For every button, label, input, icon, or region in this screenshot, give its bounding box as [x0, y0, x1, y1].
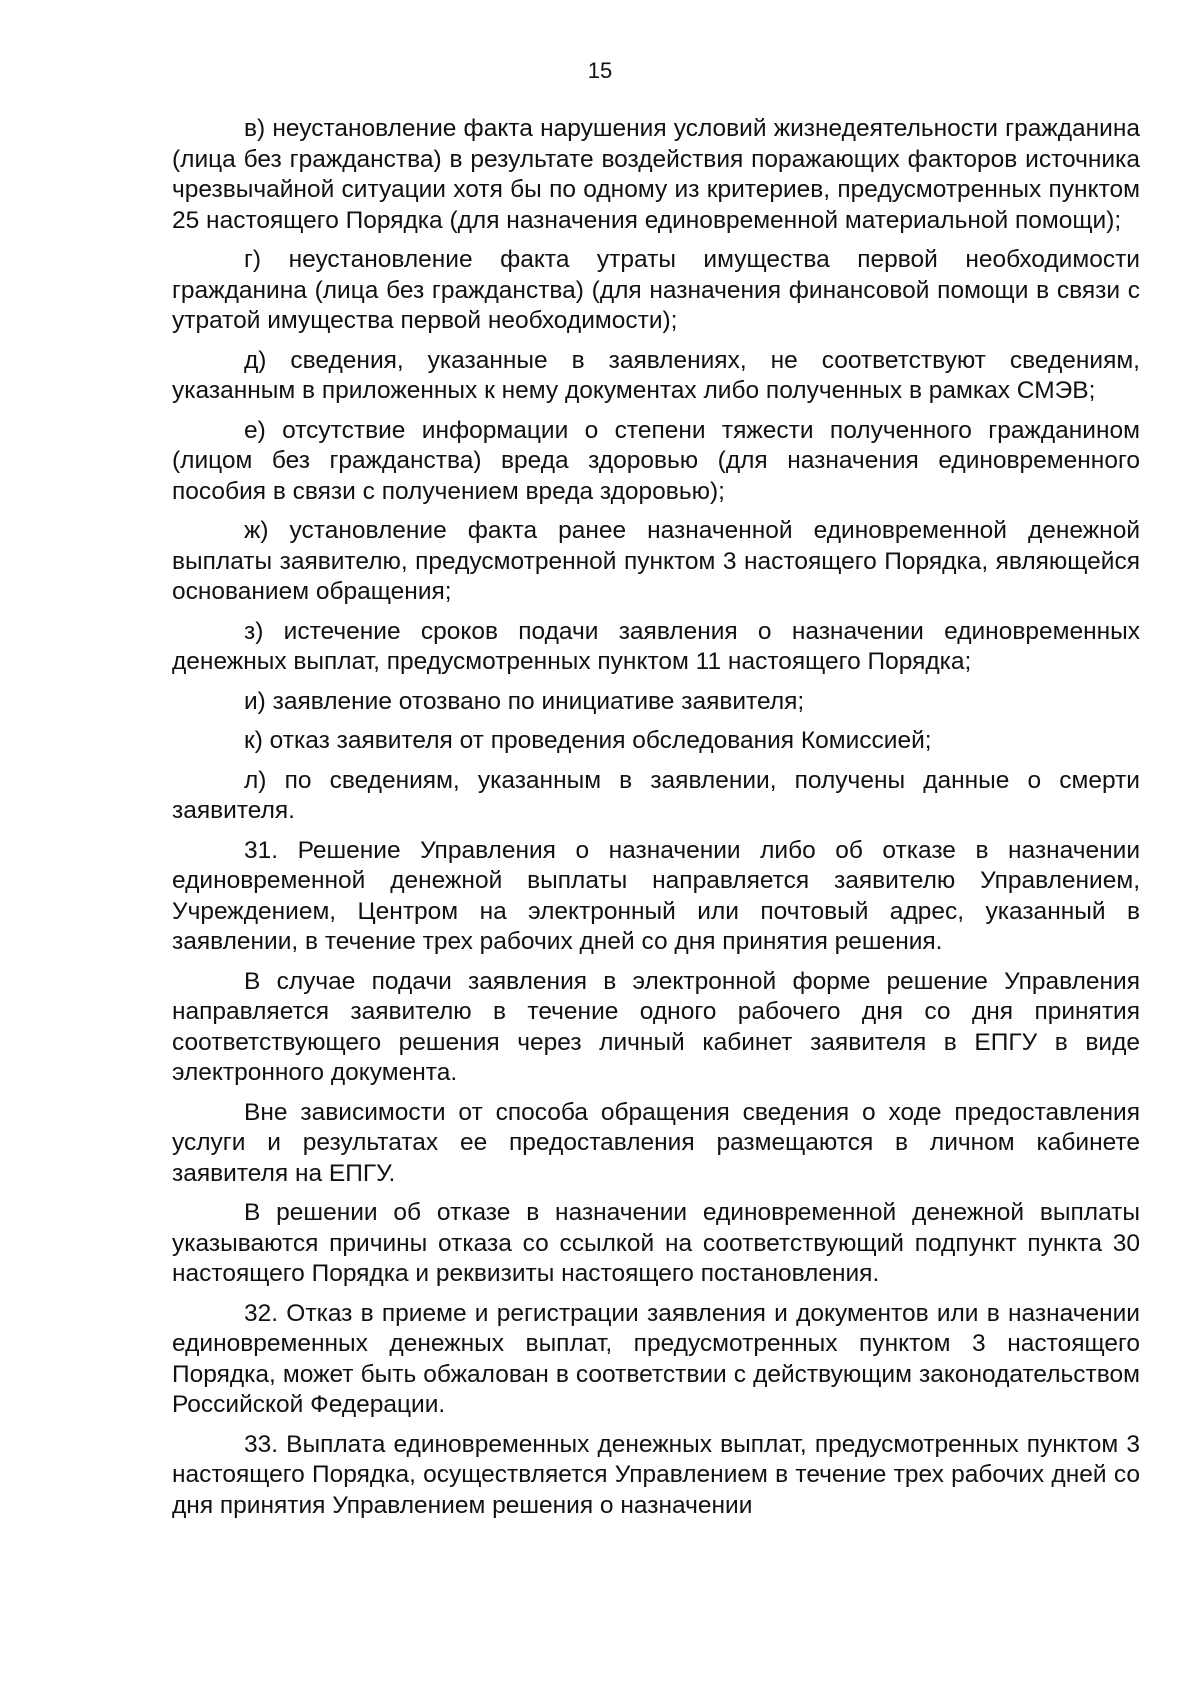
- paragraph-zh: ж) установление факта ранее назначенной единовременной денежной выплаты заявителю, предусмотренной пунктом 3 настоящего Порядка, являющейся основанием обращения;: [172, 517, 1140, 605]
- paragraph-g: г) неустановление факта утраты имущества первой необходимости гражданина (лица без гражданства) (для назначения финансовой помощи в связи с утратой имущества первой необходимости);: [172, 246, 1140, 334]
- paragraph-k: к) отказ заявителя от проведения обследования Комиссией;: [244, 727, 932, 754]
- paragraph-31: 31. Решение Управления о назначении либо об отказе в назначении единовременной денежной выплаты направляется заявителю Управлением, Учреждением, Центром на электронный или почтовый адрес, указанный в заявлении, в течение трех рабочих дней со дня принятия решения.: [172, 836, 1140, 955]
- paragraph-32: 32. Отказ в приеме и регистрации заявления и документов или в назначении единовременных денежных выплат, предусмотренных пунктом 3 настоящего Порядка, может быть обжалован в соответствии с действующим законодательством Российской Федерации.: [172, 1299, 1140, 1418]
- paragraph-d: д) сведения, указанные в заявлениях, не соответствуют сведениям, указанным в приложенных к нему документах либо полученных в рамках СМЭВ;: [172, 346, 1140, 404]
- paragraph-l: л) по сведениям, указанным в заявлении, получены данные о смерти заявителя.: [172, 766, 1140, 824]
- paragraph-31-electronic: В случае подачи заявления в электронной форме решение Управления направляется заявителю в течение одного рабочего дня со дня принятия соответствующего решения через личный кабинет заявителя в ЕПГУ в виде электронного документа.: [172, 967, 1140, 1086]
- page-number: 15: [587, 58, 613, 83]
- paragraph-33: 33. Выплата единовременных денежных выплат, предусмотренных пунктом 3 настоящего Порядка, осуществляется Управлением в течение трех рабочих дней со дня принятия Управлением решения о назначении: [172, 1430, 1140, 1519]
- paragraph-31-epgu-status: Вне зависимости от способа обращения сведения о ходе предоставления услуги и результатах ее предоставления размещаются в личном кабинете заявителя на ЕПГУ.: [172, 1098, 1140, 1187]
- paragraph-i: и) заявление отозвано по инициативе заявителя;: [244, 687, 805, 715]
- document-body: [172, 114, 1140, 1530]
- paragraph-31-refusal-reasons: В решении об отказе в назначении единовременной денежной выплаты указываются причины отказа со ссылкой на соответствующий подпункт пункта 30 настоящего Порядка и реквизиты настоящего постановления.: [172, 1199, 1140, 1287]
- paragraph-z: з) истечение сроков подачи заявления о назначении единовременных денежных выплат, предусмотренных пунктом 11 настоящего Порядка;: [172, 617, 1140, 675]
- paragraph-e: е) отсутствие информации о степени тяжести полученного гражданином (лицом без гражданства) вреда здоровью (для назначения единовременного пособия в связи с получением вреда здоровью);: [172, 416, 1140, 505]
- paragraph-v: в) неустановление факта нарушения условий жизнедеятельности гражданина (лица без гражданства) в результате воздействия поражающих факторов источника чрезвычайной ситуации хотя бы по одному из критериев, предусмотренных пунктом 25 настоящего Порядка (для назначения единовременной материальной помощи);: [172, 115, 1140, 234]
